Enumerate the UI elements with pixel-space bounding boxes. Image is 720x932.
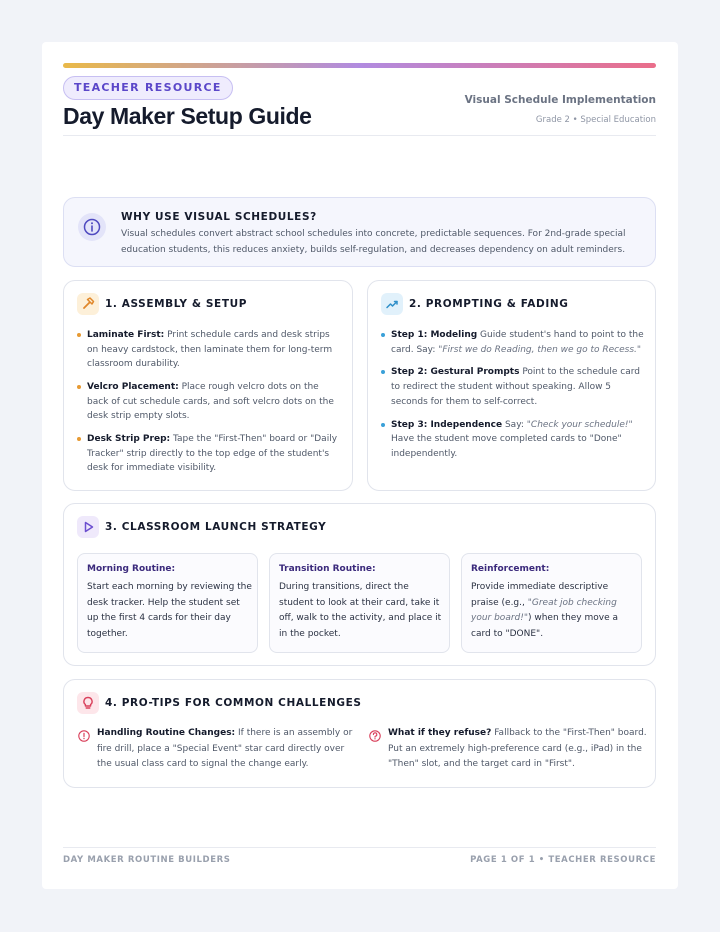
page-subtitle: Visual Schedule Implementation [464,94,656,106]
list-item: Laminate First: Print schedule cards and desk strips on heavy cardstock, then laminate them for long-term classroom durability. [77,328,341,372]
prompting-card [367,280,656,491]
list-item: Step 3: Independence Say: "Check your schedule!" Have the student move completed cards to "Done" independently. [381,418,645,462]
list-item: Step 1: Modeling Guide student's hand to point to the card. Say: "First we do Reading, then we go to Recess." [381,328,645,357]
prompting-heading: 2. PROMPTING & FADING [409,298,569,310]
footer-divider [63,847,656,848]
footer-brand: DAY MAKER ROUTINE BUILDERS [63,855,231,865]
accent-bar [63,63,656,68]
alert-circle-icon [78,727,90,739]
trend-up-icon [381,293,403,315]
teacher-resource-badge: TEACHER RESOURCE [63,76,233,100]
assembly-list [77,328,341,484]
morning-routine-card [77,553,258,653]
tips-card: 4. PRO-TIPS FOR COMMON CHALLENGES Handling Routine Changes: If there is an assembly or fire drill, place a "Special Event" star card directly over the usual class card to signal the change early. What if they refuse? Fallback to the "First-Then" board. Put an extremely high-preference card (e.g., iPad) in the "Then" slot, and the target card in "First". [63,679,656,788]
page-title: Day Maker Setup Guide [63,103,312,129]
transition-routine-title: Transition Routine: [279,564,376,574]
assembly-heading: 1. ASSEMBLY & SETUP [105,298,247,310]
prompting-list [381,328,645,470]
reinforcement-text: Provide immediate descriptive praise (e.g., "Great job checking your board!") when they move a card to "DONE". [471,582,619,640]
help-circle-icon [369,727,381,739]
transition-routine-card [269,553,450,653]
lightbulb-icon [77,692,99,714]
list-item: Velcro Placement: Place rough velcro dots on the back of cut schedule cards, and soft velcro dots on the desk strip empty slots. [77,380,341,424]
info-icon [78,213,106,241]
reinforcement-title: Reinforcement: [471,564,550,574]
play-icon [77,516,99,538]
why-body: Visual schedules convert abstract school schedules into concrete, predictable sequences. For 2nd-grade special education students, this reduces anxiety, builds self-regulation, and decreases dependency on adult reminders. [121,229,626,255]
list-item: Desk Strip Prep: Tape the "First-Then" board or "Daily Tracker" strip directly to the top edge of the student's desk for immediate visibility. [77,432,341,476]
why-heading: WHY USE VISUAL SCHEDULES? [121,211,317,223]
launch-card [63,503,656,666]
launch-heading: 3. CLASSROOM LAUNCH STRATEGY [105,521,327,533]
header-divider [63,135,656,136]
list-item: Step 2: Gestural Prompts Point to the schedule card to redirect the student without speaking. Allow 5 seconds for them to self-correct. [381,365,645,409]
tips-heading: 4. PRO-TIPS FOR COMMON CHALLENGES [105,697,362,709]
hammer-icon [77,293,99,315]
grade-meta: Grade 2 • Special Education [535,115,656,125]
morning-routine-text: Start each morning by reviewing the desk tracker. Help the student set up the first 4 cards for their day together. [87,582,252,640]
assembly-card [63,280,353,491]
why-callout [63,197,656,267]
transition-routine-text: During transitions, direct the student to look at their card, take it off, walk to the activity, and place it in the pocket. [279,582,442,640]
reinforcement-card [461,553,642,653]
morning-routine-title: Morning Routine: [87,564,176,574]
document-page [42,42,678,889]
footer-page-info: PAGE 1 OF 1 • TEACHER RESOURCE [470,855,656,865]
